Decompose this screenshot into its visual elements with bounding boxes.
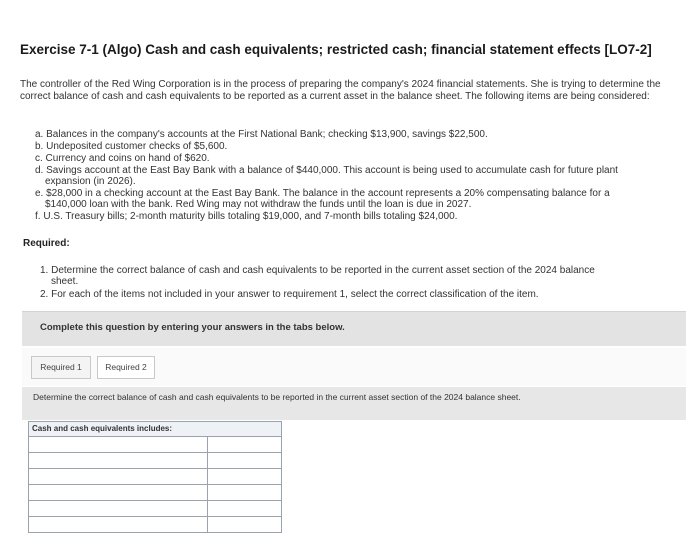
list-item — [35, 165, 675, 187]
requirement-text: 1. Determine the correct balance of cash and cash equivalents to be reported in the current asset section of the 2024 balance — [40, 265, 595, 276]
list-item — [35, 188, 675, 210]
item-list — [35, 129, 675, 223]
item-text: d. Savings account at the East Bay Bank with a balance of $440,000. This account is being used to accumulate cash for future plant — [35, 165, 618, 176]
list-item — [35, 141, 675, 152]
table-row — [29, 437, 281, 453]
item-text: a. Balances in the company's accounts at the First National Bank; checking $13,900, savings $22,500. — [35, 129, 488, 140]
item-text: f. U.S. Treasury bills; 2-month maturity bills totaling $19,000, and 7-month bills totaling $24,000. — [35, 211, 458, 222]
tab-required-2[interactable]: Required 2 — [97, 356, 155, 379]
table-row — [29, 469, 281, 485]
table-row — [29, 485, 281, 501]
requirement-text: 2. For each of the items not included in your answer to requirement 1, select the correct classification of the item. — [40, 289, 539, 300]
complete-banner — [22, 311, 686, 346]
amount-cell[interactable] — [208, 485, 281, 500]
description-cell[interactable] — [29, 453, 208, 468]
tabs-bar — [22, 348, 686, 386]
item-text-continued: $140,000 loan with the bank. Red Wing may not withdraw the funds until the loan is due in 2027. — [45, 199, 472, 210]
list-item — [35, 211, 675, 222]
table-row — [29, 453, 281, 469]
intro-paragraph: The controller of the Red Wing Corporation is in the process of preparing the company's 2024 financial statements. She is trying to determine the correct balance of cash and cash equivalents to be reported as a current asset in the balance sheet. The following items are being considered: — [20, 79, 661, 102]
description-cell[interactable] — [29, 517, 208, 532]
requirement-2 — [40, 289, 650, 300]
exercise-title: Exercise 7-1 (Algo) Cash and cash equivalents; restricted cash; financial statement effects [LO7-2] — [20, 42, 652, 57]
amount-input[interactable] — [208, 520, 281, 535]
amount-cell[interactable] — [208, 453, 281, 468]
table-row — [29, 501, 281, 517]
instruction-text: Determine the correct balance of cash and cash equivalents to be reported in the current asset section of the 2024 balance sheet. — [33, 392, 521, 402]
amount-cell[interactable] — [208, 501, 281, 516]
list-item — [35, 153, 675, 164]
answer-table — [28, 421, 282, 533]
description-cell[interactable] — [29, 437, 208, 452]
tab-required-1[interactable]: Required 1 — [31, 356, 91, 379]
list-item — [35, 129, 675, 140]
description-cell[interactable] — [29, 469, 208, 484]
amount-cell[interactable] — [208, 469, 281, 484]
item-text: b. Undeposited customer checks of $5,600. — [35, 141, 228, 152]
description-cell[interactable] — [29, 501, 208, 516]
requirements-list — [40, 265, 650, 302]
requirement-text-continued: sheet. — [51, 276, 79, 287]
amount-cell[interactable] — [208, 437, 281, 452]
instruction-panel — [22, 387, 686, 420]
complete-prompt: Complete this question by entering your answers in the tabs below. — [40, 322, 345, 333]
item-text: e. $28,000 in a checking account at the East Bay Bank. The balance in the account represents a 20% compensating balance for a — [35, 188, 610, 199]
item-text: c. Currency and coins on hand of $620. — [35, 153, 210, 164]
description-input[interactable] — [29, 520, 207, 535]
table-row — [29, 517, 281, 533]
item-text-continued: expansion (in 2026). — [45, 176, 136, 187]
requirement-1 — [40, 265, 650, 287]
description-cell[interactable] — [29, 485, 208, 500]
required-heading: Required: — [23, 238, 70, 249]
table-header: Cash and cash equivalents includes: — [29, 422, 281, 437]
amount-cell[interactable] — [208, 517, 281, 532]
